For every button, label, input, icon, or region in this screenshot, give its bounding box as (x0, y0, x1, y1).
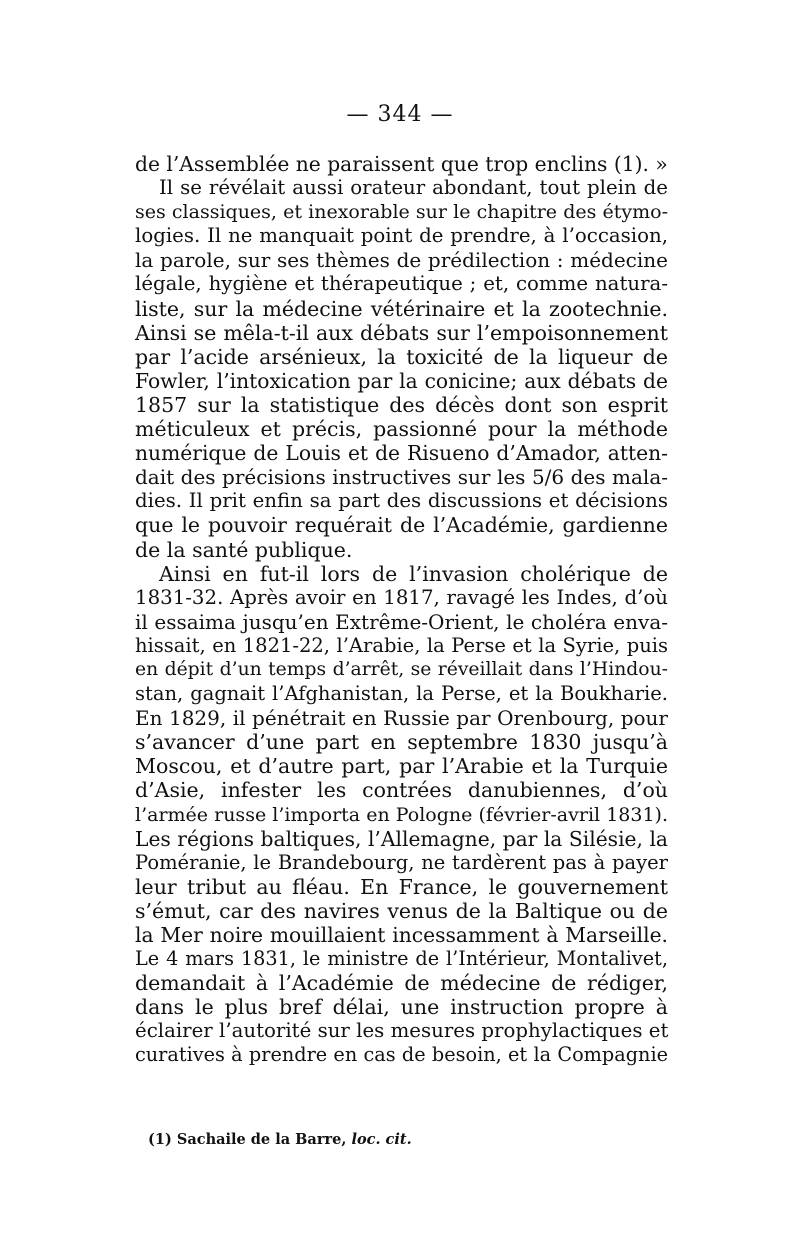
text-line: l’armée russe l’importa en Pologne (février-avril 1831). (135, 803, 668, 826)
text-line: dies. Il prit enfin sa part des discussions et décisions (135, 489, 668, 513)
text-line: éclairer l’autorité sur les mesures prophylactiques et (135, 1019, 669, 1043)
text-line: s’émut, car des navires venus de la Baltique ou de (135, 898, 668, 923)
text-line: dait des précisions instructives sur les 5/6 des mala- (135, 465, 668, 490)
page-number: — 344 — (346, 102, 454, 127)
text-line: Poméranie, le Brandebourg, ne tardèrent pas à payer (135, 850, 668, 874)
text-line: par l’acide arsénieux, la toxicité de la liqueur de (135, 344, 668, 369)
text-line: en dépit d’un temps d’arrêt, se réveillait dans l’Hindou- (135, 658, 668, 680)
text-line: s’avancer d’une part en septembre 1830 jusqu’à (135, 730, 668, 755)
text-line: Fowler, l’intoxication par la conicine; aux débats de (135, 368, 668, 393)
text-line: légale, hygiène et thérapeutique ; et, comme natura- (135, 272, 668, 296)
text-line: ses classiques, et inexorable sur le chapitre des étymo- (135, 201, 668, 224)
text-line: demandait à l’Académie de médecine de rédiger, (135, 971, 668, 996)
text-line: Les régions baltiques, l’Allemagne, par la Silésie, la (135, 826, 668, 851)
text-line: d’Asie, infester les contrées danubiennes, d’où (135, 778, 668, 803)
text-line: que le pouvoir requérait de l’Académie, gardienne (135, 513, 668, 538)
text-line: stan, gagnait l’Afghanistan, la Perse, et la Boukharie. (135, 682, 668, 706)
text-line: la Mer noire mouillaient incessamment à Marseille. (135, 923, 668, 947)
text-line: 1831-32. Après avoir en 1817, ravagé les Indes, d’où (135, 585, 668, 609)
text-line: liste, sur la médecine vétérinaire et la zootechnie. (135, 296, 668, 321)
text-line: hissait, en 1821-22, l’Arabie, la Perse et la Syrie, puis (135, 633, 668, 657)
text-line: Ainsi se mêla-t-il aux débats sur l’empoisonnement (135, 320, 668, 345)
text-line: de l’Assemblée ne paraissent que trop enclins (1). » (135, 152, 668, 176)
text-line: de la santé publique. (135, 537, 353, 562)
text-line: dans le plus bref délai, une instruction propre à (135, 995, 668, 1020)
text-line: Le 4 mars 1831, le ministre de l’Intérieur, Montalivet, (135, 947, 668, 971)
text-line: Ainsi en fut-il lors de l’invasion cholérique de (159, 561, 668, 586)
text-line: il essaima jusqu’en Extrême-Orient, le choléra enva- (135, 609, 668, 634)
body-text (135, 152, 668, 1068)
footnote-marker: (1) (148, 1131, 172, 1148)
text-line: méticuleux et précis, passionné pour la méthode (135, 417, 668, 442)
text-line: Il se révélait aussi orateur abondant, tout plein de (159, 176, 668, 200)
footnote-reference: loc. cit. (351, 1131, 412, 1148)
footnote-text: Sachaile de la Barre, (176, 1131, 347, 1148)
text-line: la parole, sur ses thèmes de prédilection : médecine (135, 248, 668, 273)
text-line: logies. Il ne manquait point de prendre, à l’occasion, (135, 224, 668, 248)
text-line: Moscou, et d’autre part, par l’Arabie et la Turquie (135, 754, 668, 779)
text-line: curatives à prendre en cas de besoin, et la Compagnie (135, 1043, 668, 1067)
text-line: En 1829, il pénétrait en Russie par Orenbourg, pour (135, 706, 668, 731)
text-line: numérique de Louis et de Risueno d’Amador, atten- (135, 441, 668, 466)
text-line: 1857 sur la statistique des décès dont son esprit (135, 392, 668, 417)
footnote (148, 1131, 412, 1148)
text-line: leur tribut au fléau. En France, le gouvernement (135, 874, 668, 899)
